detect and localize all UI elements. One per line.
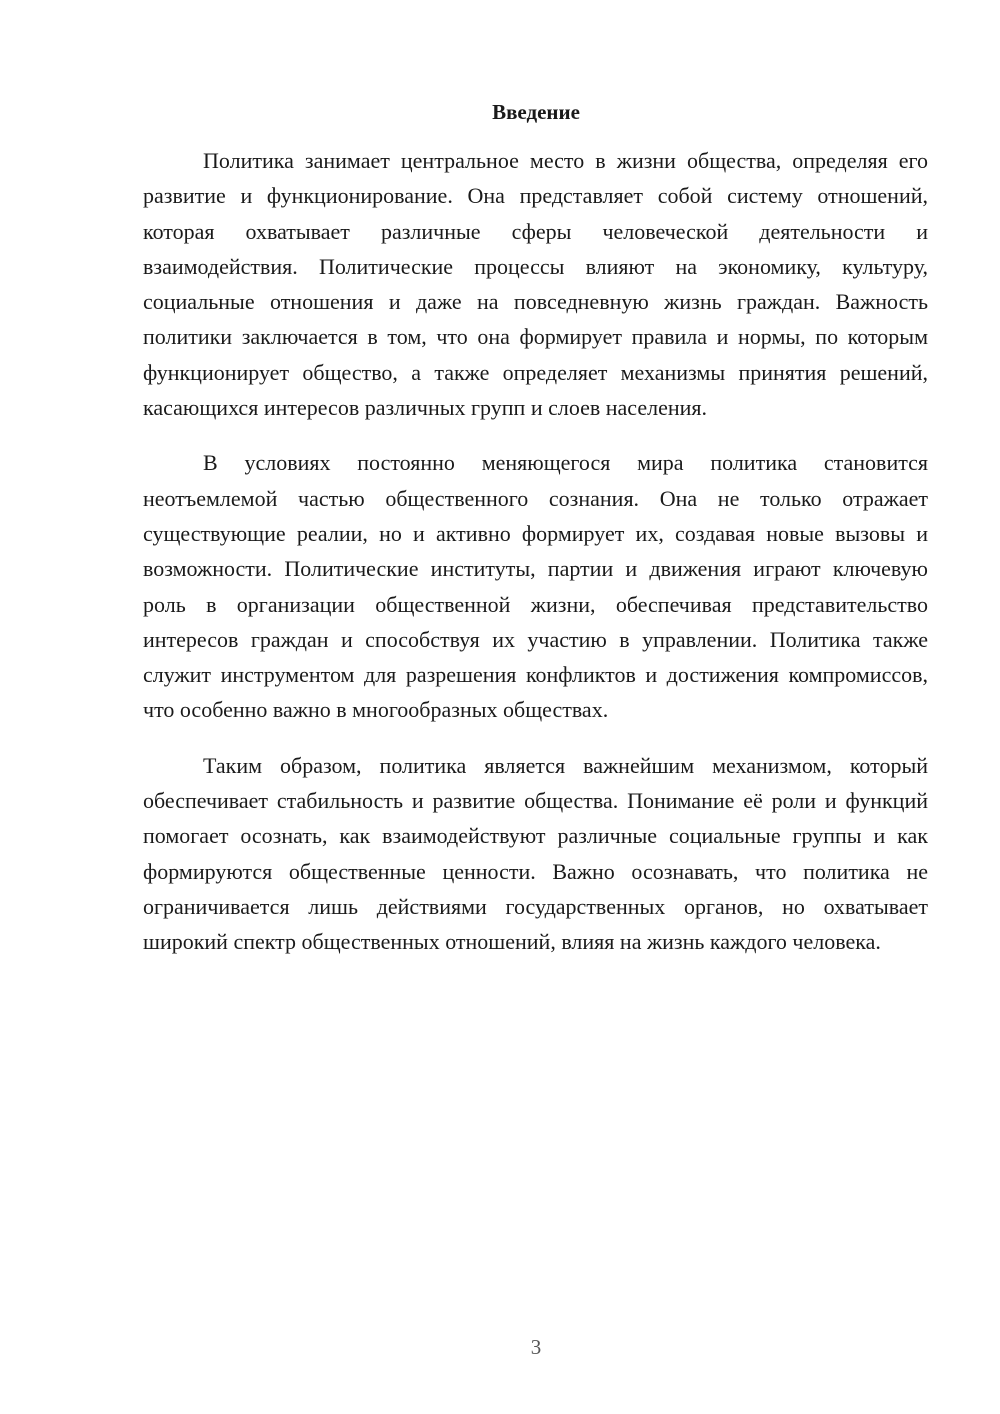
paragraph-3: Таким образом, политика является важнейшим механизмом, который обеспечивает стабильность и развитие общества. Понимание её роли и функций помогает осознать, как взаимодействуют различные социальные группы и как формируются общественные ценности. Важно осознавать, что политика не ограничивается лишь действиями государственных органов, но охватывает широкий спектр общественных отношений, влияя на жизнь каждого человека. xyxy=(143,752,928,955)
section-title: Введение xyxy=(492,100,580,124)
page-number: 3 xyxy=(530,1335,542,1359)
paragraph-2: В условиях постоянно меняющегося мира политика становится неотъемлемой частью общественного сознания. Она не только отражает существующие реалии, но и активно формирует их, создавая новые вызовы и возможности. Политические институты, партии и движения играют ключевую роль в организации общественной жизни, обеспечивая представительство интересов граждан и способствуя их участию в управлении. Политика также служит инструментом для разрешения конфликтов и достижения компромиссов, что особенно важно в многообразных обществах. xyxy=(143,450,928,723)
paragraph-1: Политика занимает центральное место в жизни общества, определяя его развитие и функционирование. Она представляет собой систему отношений, которая охватывает различные сферы человеческой деятельности и взаимодействия. Политические процессы влияют на экономику, культуру, социальные отношения и даже на повседневную жизнь граждан. Важность политики заключается в том, что она формирует правила и нормы, по которым функционирует общество, а также определяет механизмы принятия решений, касающихся интересов различных групп и слоев населения. xyxy=(143,148,928,421)
body-text xyxy=(143,143,928,980)
